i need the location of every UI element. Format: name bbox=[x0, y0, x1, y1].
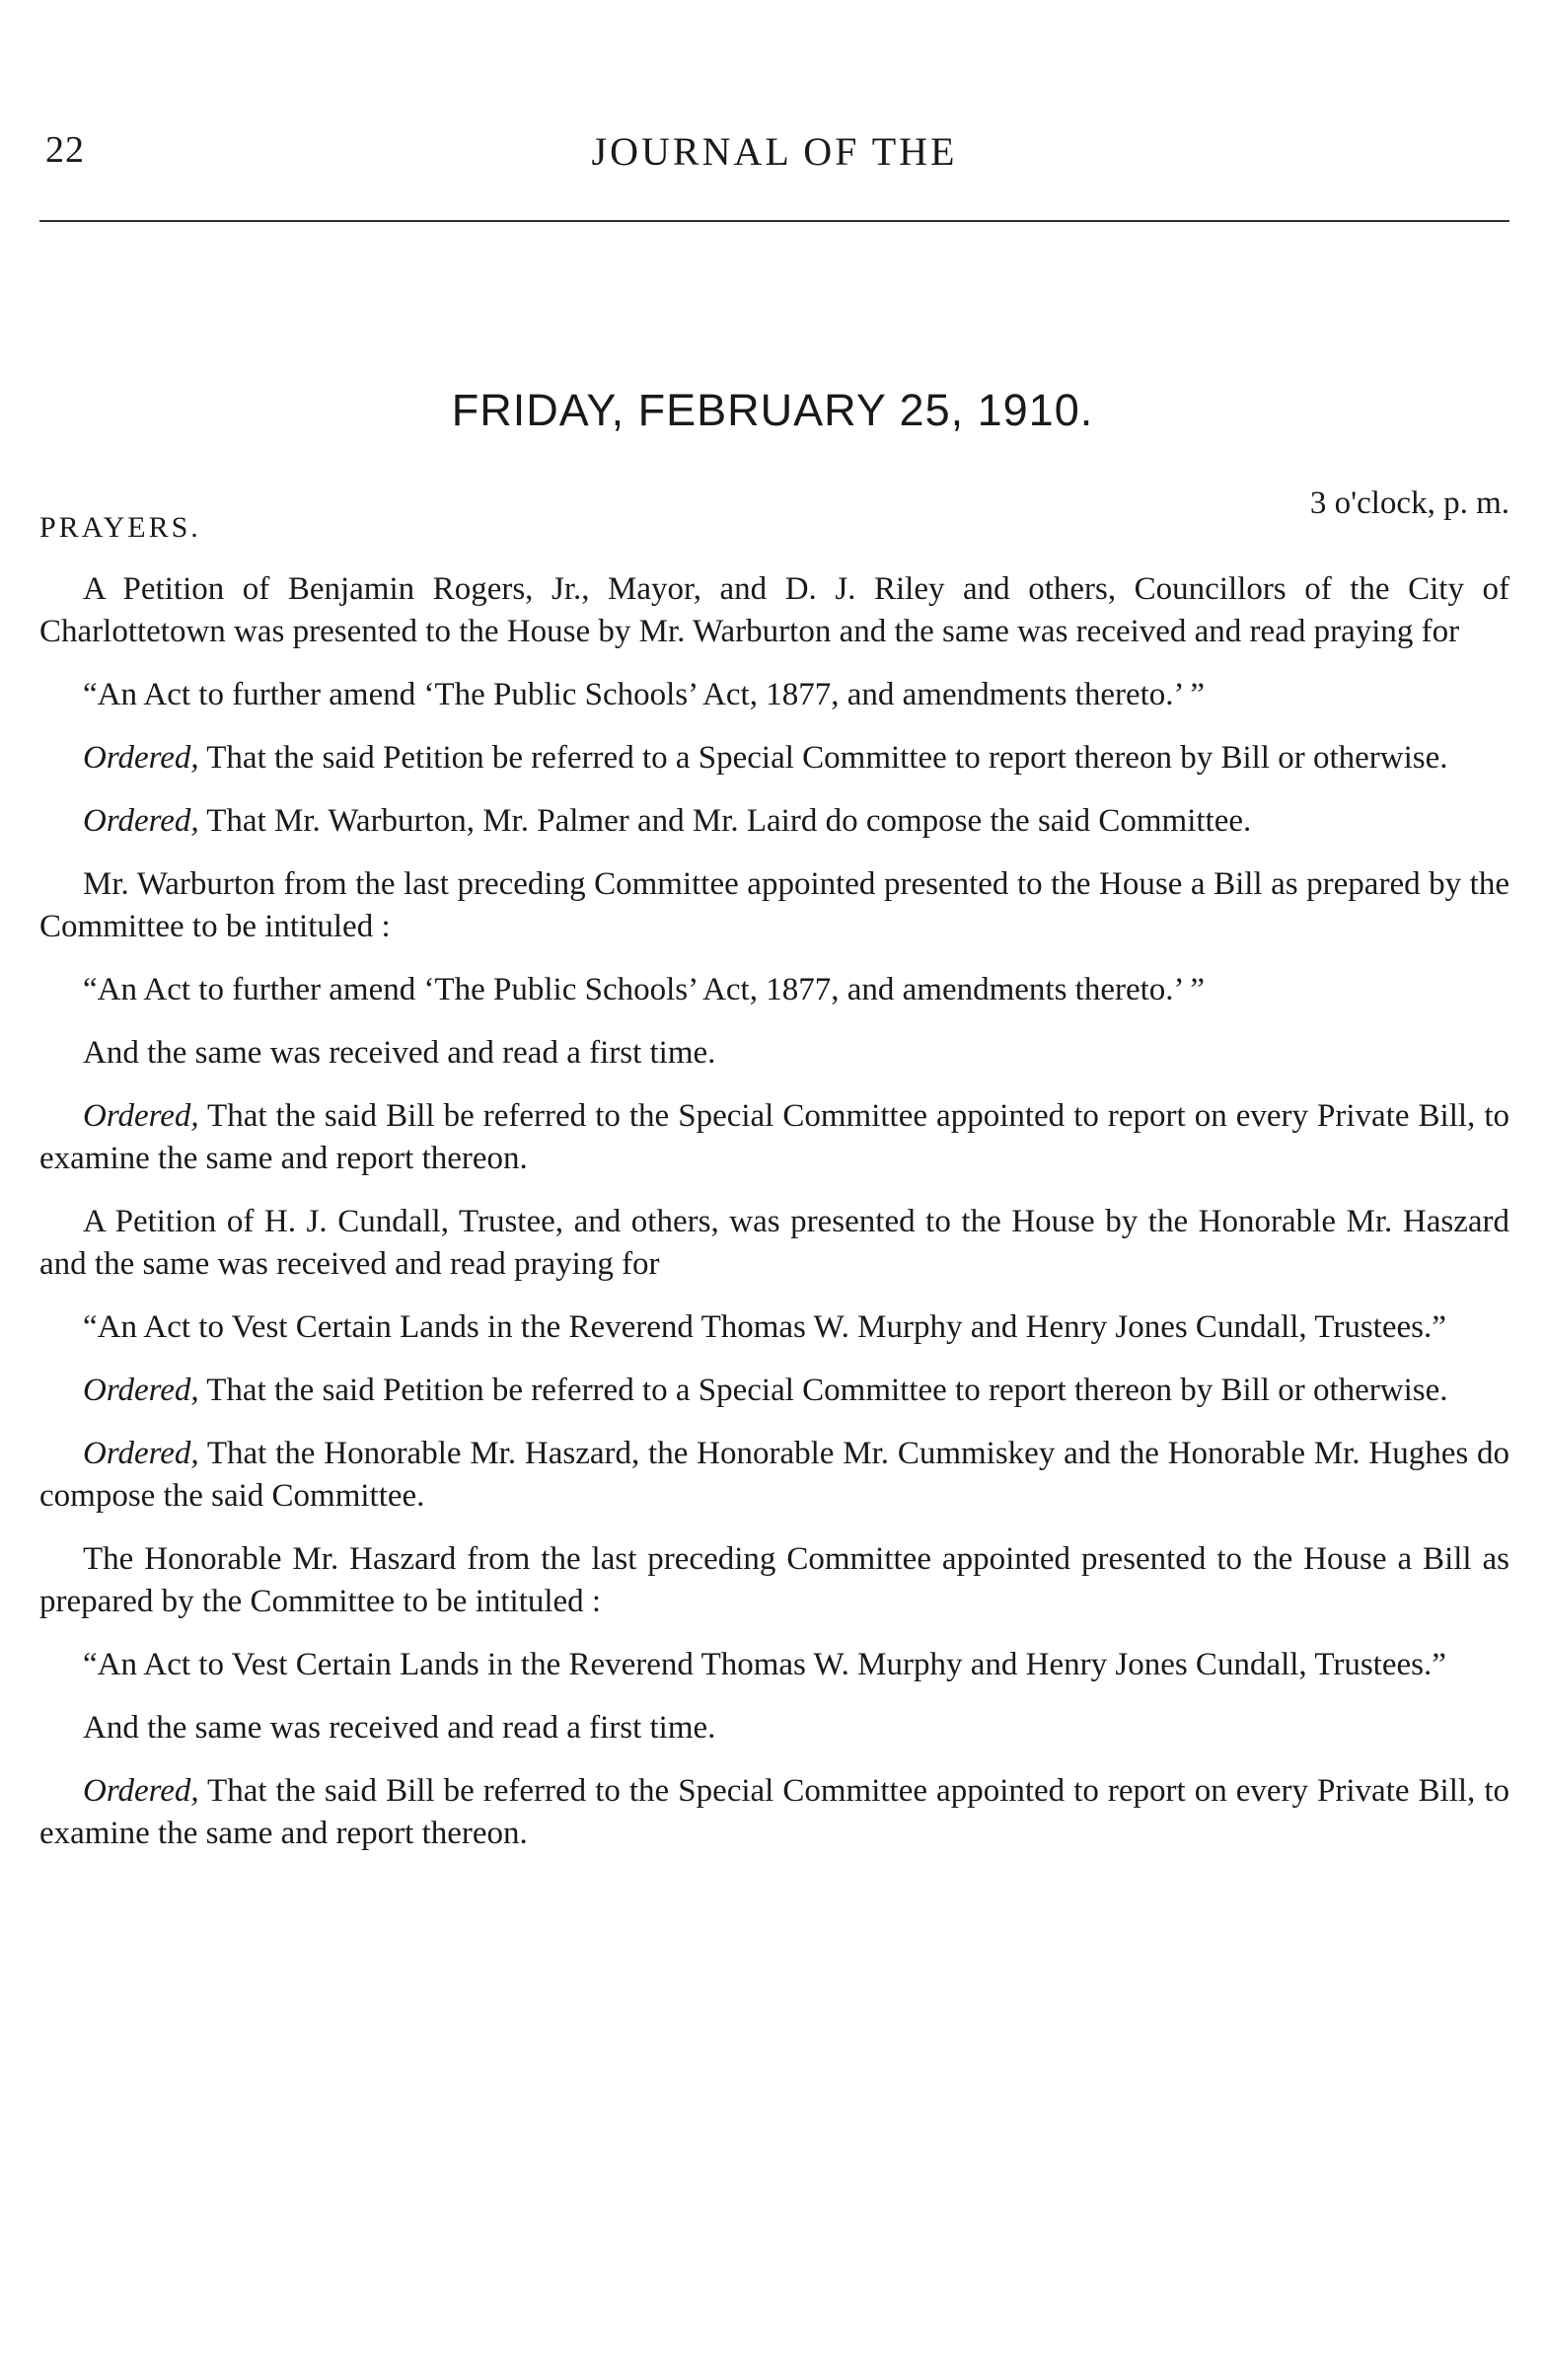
running-head: JOURNAL OF THE bbox=[591, 129, 958, 174]
paragraph bbox=[39, 1032, 1509, 1075]
paragraph-text: “An Act to Vest Certain Lands in the Reverend Thomas W. Murphy and Henry Jones Cundall, Trustees.” bbox=[83, 1647, 1446, 1682]
paragraph bbox=[39, 1644, 1509, 1686]
paragraph-text: The Honorable Mr. Haszard from the last preceding Committee appointed presented to the House a Bill as prepared by the Committee to be intituled : bbox=[39, 1541, 1509, 1619]
paragraph bbox=[39, 1433, 1509, 1518]
paragraph-lead: Ordered, bbox=[83, 803, 199, 839]
paragraph-text: That the said Bill be referred to the Special Committee appointed to report on every Private Bill, to examine the same and report thereon. bbox=[39, 1098, 1509, 1176]
paragraph bbox=[39, 568, 1509, 653]
paragraph-lead: Ordered, bbox=[83, 1098, 199, 1134]
paragraph-text: That the said Bill be referred to the Special Committee appointed to report on every Private Bill, to examine the same and report thereon. bbox=[39, 1773, 1509, 1851]
date-heading: FRIDAY, FEBRUARY 25, 1910. bbox=[451, 385, 1094, 435]
paragraph-text: “An Act to Vest Certain Lands in the Reverend Thomas W. Murphy and Henry Jones Cundall, Trustees.” bbox=[83, 1309, 1446, 1345]
time-note: 3 o'clock, p. m. bbox=[1309, 485, 1509, 521]
header-rule bbox=[39, 220, 1509, 222]
paragraph-text: “An Act to further amend ‘The Public Schools’ Act, 1877, and amendments thereto.’ ” bbox=[83, 677, 1205, 712]
paragraph-text: That the said Petition be referred to a Special Committee to report thereon by Bill or otherwise. bbox=[198, 1373, 1448, 1408]
paragraph-text: And the same was received and read a first time. bbox=[83, 1710, 716, 1746]
paragraph-lead: Ordered, bbox=[83, 1436, 199, 1471]
paragraph bbox=[39, 800, 1509, 843]
paragraph bbox=[39, 1538, 1509, 1623]
paragraph bbox=[39, 1707, 1509, 1749]
journal-body bbox=[39, 568, 1509, 1876]
paragraph bbox=[39, 969, 1509, 1011]
paragraph bbox=[39, 737, 1509, 780]
paragraph bbox=[39, 1201, 1509, 1286]
paragraph-text: That the said Petition be referred to a Special Committee to report thereon by Bill or otherwise. bbox=[198, 740, 1448, 776]
paragraph-text: “An Act to further amend ‘The Public Schools’ Act, 1877, and amendments thereto.’ ” bbox=[83, 972, 1205, 1007]
paragraph bbox=[39, 1306, 1509, 1349]
paragraph bbox=[39, 1770, 1509, 1855]
paragraph bbox=[39, 674, 1509, 716]
paragraph-text: That the Honorable Mr. Haszard, the Honorable Mr. Cummiskey and the Honorable Mr. Hughes do compose the said Committee. bbox=[39, 1436, 1509, 1514]
prayers-label: PRAYERS. bbox=[39, 511, 201, 544]
paragraph bbox=[39, 1370, 1509, 1412]
paragraph-lead: Ordered, bbox=[83, 1373, 199, 1408]
paragraph-text: And the same was received and read a first time. bbox=[83, 1035, 716, 1071]
paragraph-text: A Petition of H. J. Cundall, Trustee, and others, was presented to the House by the Honorable Mr. Haszard and the same was received and read praying for bbox=[39, 1204, 1509, 1282]
page-number: 22 bbox=[45, 129, 85, 171]
paragraph-lead: Ordered, bbox=[83, 740, 199, 776]
paragraph bbox=[39, 863, 1509, 948]
page-header bbox=[39, 128, 1509, 187]
paragraph bbox=[39, 1095, 1509, 1180]
paragraph-text: Mr. Warburton from the last preceding Committee appointed presented to the House a Bill as prepared by the Committee to be intituled : bbox=[39, 866, 1509, 944]
paragraph-text: A Petition of Benjamin Rogers, Jr., Mayor, and D. J. Riley and others, Councillors of the City of Charlottetown was presented to the House by Mr. Warburton and the same was received and read praying for bbox=[39, 571, 1509, 649]
paragraph-text: That Mr. Warburton, Mr. Palmer and Mr. Laird do compose the said Committee. bbox=[198, 803, 1252, 839]
paragraph-lead: Ordered, bbox=[83, 1773, 199, 1809]
